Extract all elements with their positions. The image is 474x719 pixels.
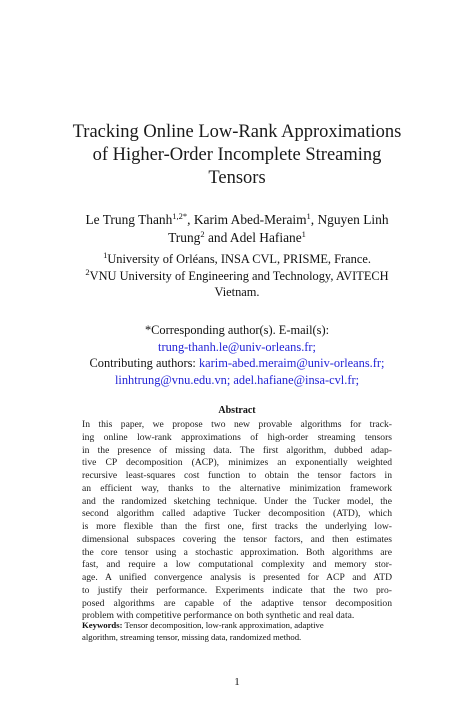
abstract-body (82, 419, 392, 623)
affiliation-1 (40, 251, 434, 268)
corresponding-email-line (40, 339, 434, 356)
contributor-email-link[interactable]: karim-abed.meraim@univ-orleans.fr (198, 356, 382, 370)
page-number: 1 (234, 676, 240, 688)
abstract-line: in the presence of missing data. The first algorithm, dubbed adap- (82, 444, 392, 456)
author-name: Trung (168, 230, 201, 245)
abstract-line: the core tensor using a stochastic approximation. Both algorithms are (82, 546, 392, 558)
abstract-line: and the randomized sketching technique. Under the Tucker model, the (82, 495, 392, 507)
affiliation-2-continued: Vietnam. (214, 285, 260, 299)
abstract-line: is more flexible than the first one, first tracks the underlying low- (82, 521, 392, 532)
abstract-line: tive CP decomposition (ACP), minimizes an exponentially weighted (82, 457, 392, 469)
abstract-line: recursive least-squares cost function to obtain the tensor factors in (82, 470, 392, 481)
affiliation-text: University of Orléans, INSA CVL, PRISME, France. (107, 252, 371, 266)
author-affiliation-marker: 1,2* (172, 211, 188, 221)
keywords-line: algorithm, streaming tensor, missing data, randomized method. (82, 631, 302, 642)
separator: ; (355, 372, 360, 387)
author-line (40, 211, 434, 229)
title-line: of Higher-Order Incomplete Streaming (92, 145, 382, 165)
abstract-line: In this paper, we propose two new provable algorithms for track- (82, 419, 392, 430)
contributor-email-link[interactable]: linhtrung@vnu.edu.vn (114, 372, 227, 387)
affiliations (40, 251, 434, 301)
author-affiliation-marker: 2 (200, 229, 205, 239)
author-name: , Karim Abed-Meraim (187, 212, 307, 227)
contributing-authors-line (40, 355, 434, 372)
title-line: Tensors (208, 168, 266, 188)
affiliation-marker: 2 (85, 266, 90, 277)
abstract-line: an efficient way, thanks to the alternative minimization framework (82, 482, 392, 494)
author-name: Le Trung Thanh (85, 212, 173, 227)
keywords-text: Tensor decomposition, low-rank approximation, adaptive (122, 620, 324, 630)
title-line: Tracking Online Low-Rank Approximations (72, 122, 402, 142)
corresponding-email-link[interactable]: trung-thanh.le@univ-orleans.fr (158, 339, 313, 354)
author-list (40, 211, 434, 247)
affiliation-marker: 1 (103, 250, 108, 260)
correspondence-block (40, 322, 434, 388)
abstract-line: second algorithm called adaptive Tucker decomposition (ATD), which (82, 508, 392, 520)
separator: ; (381, 356, 385, 370)
affiliation-text: VNU University of Engineering and Technology, AVITECH (89, 268, 389, 283)
separator: ; (226, 372, 234, 387)
author-affiliation-marker: 1 (306, 211, 311, 221)
abstract-line: posed algorithms are capable of the adaptive tensor decomposition (82, 597, 392, 609)
author-name: and Adel Hafiane (204, 230, 302, 245)
abstract-line: age. A unified convergence analysis is presented for ACP and ATD (82, 572, 392, 583)
contributing-emails-line (40, 372, 434, 389)
keywords-label: Keywords: (82, 620, 123, 630)
abstract-line: problem with competitive performance on both synthetic and real data. (82, 610, 355, 622)
keywords-line (82, 620, 392, 632)
keywords-block (82, 620, 392, 643)
abstract-line: fast, and require a low computational complexity and memory stor- (82, 559, 392, 571)
contributor-email-link[interactable]: adel.hafiane@insa-cvl.fr (233, 372, 356, 387)
corresponding-label: *Corresponding author(s). E-mail(s): (144, 323, 330, 337)
abstract-line: to justify their performance. Experiments indicate that the two pro- (82, 584, 392, 596)
abstract-line: dimensional subspaces covering the tensor factors, and then estimates (82, 533, 392, 545)
contributing-authors-label: Contributing authors: (89, 356, 199, 370)
author-name: , Nguyen Linh (310, 212, 389, 227)
author-line (40, 229, 434, 247)
separator: ; (312, 339, 316, 354)
abstract-heading: Abstract (218, 405, 256, 416)
author-affiliation-marker: 1 (301, 229, 306, 239)
affiliation-2 (40, 268, 434, 285)
abstract-line: ing online low-rank approximations of high-order streaming tensors (82, 431, 392, 443)
paper-title (40, 121, 434, 190)
